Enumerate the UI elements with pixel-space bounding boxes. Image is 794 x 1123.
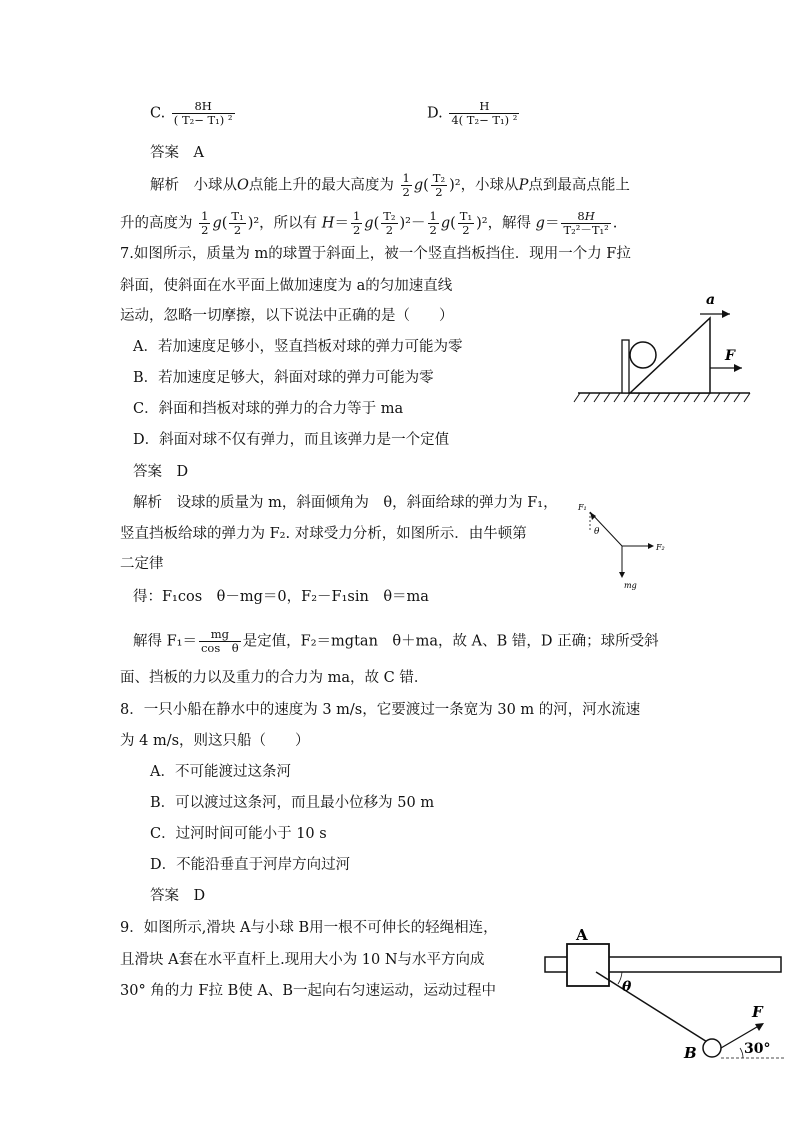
q9-stem-line1: 9．如图所示,滑块 A与小球 B用一根不可伸长的轻绳相连，	[120, 920, 498, 936]
q8-option-c: C．过河时间可能小于 10 s	[150, 826, 327, 842]
q6-analysis-line1: 解析 小球从O点能上升的最大高度为 $\frac{1}{2}$ g( $\frac{\text{T₂}}{2}$ )²，小球从P点到最高点能上	[150, 171, 630, 199]
q8-answer: 答案 D	[150, 888, 206, 904]
q8-option-d: D．不能沿垂直于河岸方向过河	[150, 857, 351, 873]
f1-label: F₁	[578, 503, 587, 512]
force-label: F	[725, 348, 735, 364]
incline-figure	[570, 290, 760, 410]
q6-option-d: D. $\frac{H}{\text{4( T₂− T₁) ²}}$	[427, 99, 518, 127]
q7-stem-line3: 运动，忽略一切摩擦，以下说法中正确的是（ ）	[120, 308, 454, 324]
q7-analysis-line6: 面、挡板的力以及重力的合力为 ma，故 C 错．	[120, 670, 429, 686]
q7-stem-line2: 斜面，使斜面在水平面上做加速度为 a的匀加速直线	[120, 278, 453, 294]
theta-label: θ	[594, 527, 600, 537]
ball	[630, 342, 656, 368]
q7-analysis-line4: 得：F₁cos θ－mg＝0，F₂－F₁sin θ＝ma	[133, 589, 429, 605]
label-theta: θ	[622, 979, 632, 995]
q7-option-c: C．斜面和挡板对球的弹力的合力等于 ma	[133, 401, 404, 417]
force-diagram	[570, 498, 680, 593]
ball-b	[703, 1039, 721, 1057]
q7-analysis-line1: 解析 设球的质量为 m，斜面倾角为 θ，斜面给球的弹力为 F₁，	[133, 495, 558, 511]
q9-stem-line2: 且滑块 A套在水平直杆上.现用大小为 10 N与水平方向成	[120, 952, 485, 968]
q6-option-c-denominator: ( T₂− T₁) ²	[173, 113, 233, 127]
q7-stem-line1: 7.如图所示，质量为 m的球置于斜面上，被一个竖直挡板挡住．现用一个力 F拉	[120, 246, 631, 262]
q8-stem-line2: 为 4 m/s，则这只船（ ）	[120, 733, 310, 749]
q8-stem-line1: 8．一只小船在静水中的速度为 3 m/s，它要渡过一条宽为 30 m 的河，河水流速	[120, 702, 641, 718]
vertical-baffle	[622, 340, 629, 393]
q8-option-a: A．不可能渡过这条河	[150, 764, 291, 780]
mg-label: mg	[624, 581, 637, 590]
slider-a	[567, 944, 609, 986]
f2-label: F₂	[656, 543, 665, 552]
label-f: F	[752, 1003, 763, 1021]
q9-stem-line3: 30° 角的力 F拉 B使 A、B一起向右匀速运动，运动过程中	[120, 983, 496, 999]
q7-option-a: A．若加速度足够小，竖直挡板对球的弹力可能为零	[133, 339, 463, 355]
q6-option-c-numerator: 8H	[172, 100, 235, 114]
label-b: B	[684, 1044, 697, 1062]
q6-answer: 答案 A	[150, 145, 204, 161]
q6-option-d-numerator: H	[449, 100, 519, 114]
q6-analysis-line2: 升的高度为 $\frac{1}{2}$ g( $\frac{\text{T₁}}{2}$ )²，所以有 H＝ $\frac{1}{2}$ g( $\frac{\text{T₂}}{2}$ )²－ $\frac{1}{2}$ g( $\frac{\text{T₁}}{2}$ )²，解得 g＝ $\frac{8H}{\text{T₂²－T₁²}}$ .	[120, 209, 618, 237]
accel-label: a	[706, 292, 716, 308]
slider-ball-figure	[540, 922, 790, 1067]
rope	[596, 972, 712, 1045]
q7-analysis-line2: 竖直挡板给球的弹力为 F₂. 对球受力分析，如图所示．由牛顿第	[120, 526, 527, 542]
q7-analysis-line3: 二定律	[120, 556, 164, 572]
q7-option-d: D．斜面对球不仅有弹力，而且该弹力是一个定值	[133, 432, 450, 448]
q6-option-d-denominator: 4( T₂− T₁) ²	[451, 113, 518, 127]
label-30deg: 30°	[744, 1041, 771, 1057]
q7-analysis-line5: 解得 F₁＝ $\frac{mg}{\text{cos θ}}$ 是定值，F₂＝mgtan θ＋ma，故 A、B 错，D 正确；球所受斜	[133, 627, 659, 655]
q7-option-b: B．若加速度足够大，斜面对球的弹力可能为零	[133, 370, 434, 386]
q6-option-c: C. $\frac{8H}{\text{( T₂− T₁) ²}}$	[150, 99, 233, 127]
label-a: A	[576, 926, 588, 944]
q8-option-b: B．可以渡过这条河，而且最小位移为 50 m	[150, 795, 435, 811]
q7-answer: 答案 D	[133, 464, 189, 480]
